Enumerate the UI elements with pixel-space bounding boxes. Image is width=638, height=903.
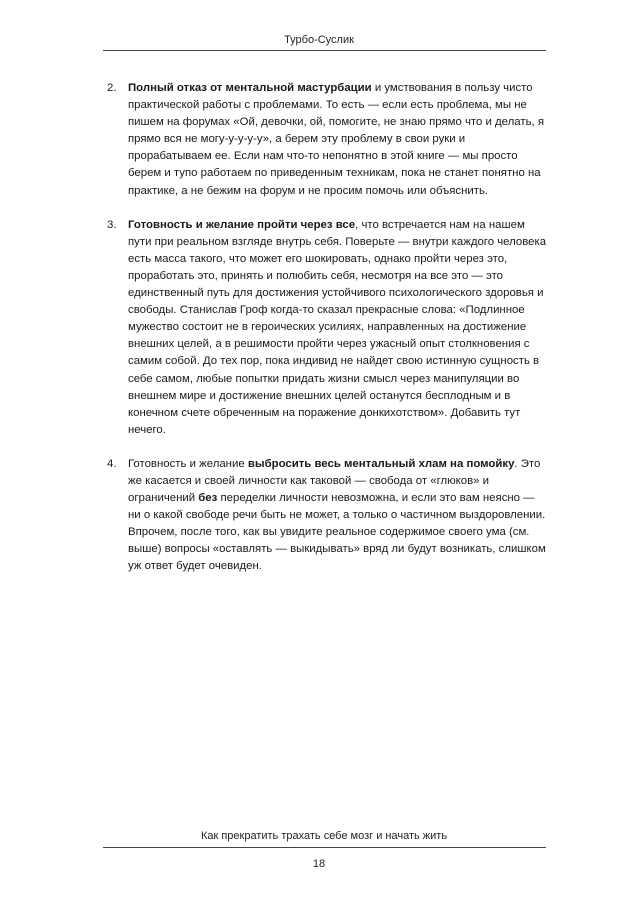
header-divider [103,50,546,51]
page-number: 18 [312,858,326,870]
body-text: , что встречается нам на нашем пути при реальном взгляде внутрь себя. Поверьте — внутри каждого человека есть масса такого, что может его шокировать, однако пройти через это, проработать это, принять и полюбить себя, несмотря на все это — это единственный путь для достижения устойчивого психологического здоровья и свободы. Станислав Гроф когда-то сказал прекрасные слова: «Подлинное мужество состоит не в героических усилиях, направленных на достижение внешних целей, а в решимости пройти через ужасный опыт столкновения с самим собой. До тех пор, пока индивид не найдет свою истинную сущность в себе самом, любые попытки придать жизни смысл через манипуляции во внешнем мире и достижение внешних целей останутся бесплодным и в конечном счете обреченным на поражение донкихотством». Добавить тут нечего. [128,218,547,436]
emphasis-text: выбросить весь ментальный хлам на помойку [247,457,515,470]
list-item-text [128,80,548,200]
running-footer: Как прекратить трахать себе мозг и начать жить [200,830,448,842]
emphasis-text: Полный отказ от ментальной мастурбации [128,82,372,94]
footer-divider [103,847,546,848]
emphasis-text: без [198,492,218,505]
emphasis-text: Готовность и желание пройти через все [128,218,356,231]
list-item [103,80,548,200]
running-header: Турбо-Суслик [284,34,354,46]
body-text: . Это же касается и своей личности как таковой — свобода от «глюков» и ограничений [128,457,541,505]
list-item-number: 2. [107,82,117,94]
body-text: Готовность и желание [128,457,248,470]
list-item-text [128,217,548,439]
main-content [103,80,548,593]
list-item [103,456,548,576]
list-item-number: 3. [107,218,117,231]
list-item [103,217,548,439]
list-item-number: 4. [107,457,117,470]
body-text: переделки личности невозможна, и если это вам неясно — ни о какой свободе речи быть не может, а только о частичном выздоровлении. Впрочем, после того, как вы увидите реальное содержимое своего ума (см. выше) вопросы «оставлять — выкидывать» вряд ли будут возникать, слишком уж ответ будет очевиден. [128,492,546,573]
body-text: и умствования в пользу чисто практической работы с проблемами. То есть — если есть проблема, мы не пишем на форумах «Ой, девочки, ой, помогите, не знаю прямо что и делать, я прямо вся не могу-у-у-у-у», а берем эту проблему в свои руки и прорабатываем ее. Если нам что-то непонятно в этой книге — мы просто берем и тупо работаем по приведенным техникам, пока не станет понятно на практике, а не бежим на форум и не просим помочь или объяснить. [128,82,545,197]
list-item-text [128,456,548,576]
